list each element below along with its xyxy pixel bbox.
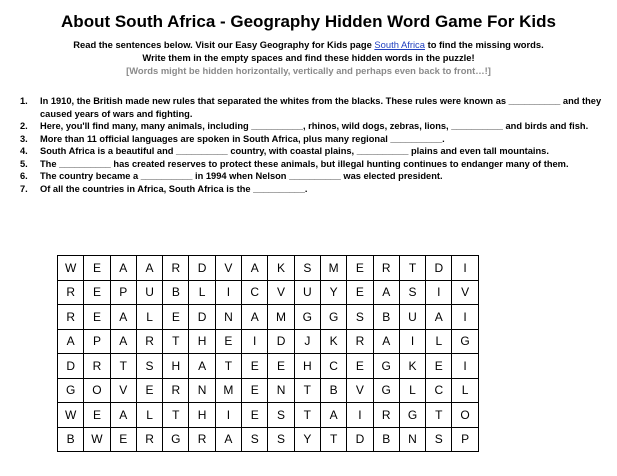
grid-cell: I [347, 403, 373, 428]
grid-cell: N [189, 378, 215, 403]
grid-cell: S [136, 354, 162, 379]
grid-cell: L [189, 280, 215, 305]
grid-cell: A [373, 280, 399, 305]
grid-row [58, 305, 479, 330]
grid-cell: U [294, 280, 320, 305]
question-item [20, 95, 605, 120]
question-number: 5. [20, 158, 28, 169]
grid-cell: S [242, 427, 268, 452]
grid-cell: W [58, 403, 84, 428]
grid-cell: T [163, 403, 189, 428]
grid-cell: A [58, 329, 84, 354]
grid-cell: W [84, 427, 110, 452]
question-item [20, 183, 605, 196]
grid-cell: A [373, 329, 399, 354]
grid-cell: P [84, 329, 110, 354]
grid-cell: I [399, 329, 425, 354]
grid-cell: H [294, 354, 320, 379]
grid-cell: P [452, 427, 478, 452]
grid-cell: D [268, 329, 294, 354]
grid-row [58, 329, 479, 354]
grid-cell: T [294, 378, 320, 403]
grid-cell: E [163, 305, 189, 330]
question-number: 7. [20, 183, 28, 194]
grid-cell: E [215, 329, 241, 354]
grid-cell: A [189, 354, 215, 379]
grid-cell: O [452, 403, 478, 428]
question-text: More than 11 official languages are spoken in South Africa, plus many regional __________. [40, 133, 445, 144]
grid-cell: N [268, 378, 294, 403]
grid-cell: E [84, 280, 110, 305]
grid-cell: M [215, 378, 241, 403]
grid-cell: S [268, 427, 294, 452]
grid-cell: V [347, 378, 373, 403]
grid-cell: D [189, 256, 215, 281]
grid-cell: E [426, 354, 452, 379]
grid-cell: H [189, 403, 215, 428]
grid-cell: I [215, 403, 241, 428]
question-number: 4. [20, 146, 28, 156]
grid-cell: I [452, 256, 478, 281]
grid-cell: M [268, 305, 294, 330]
grid-cell: K [320, 329, 346, 354]
grid-cell: S [347, 305, 373, 330]
grid-cell: R [163, 378, 189, 403]
grid-cell: R [58, 305, 84, 330]
grid-cell: G [373, 378, 399, 403]
grid-cell: L [136, 305, 162, 330]
grid-cell: I [452, 354, 478, 379]
south-africa-link[interactable]: South Africa [374, 39, 425, 50]
grid-cell: T [426, 403, 452, 428]
grid-cell: R [163, 256, 189, 281]
grid-cell: A [215, 427, 241, 452]
grid-cell: E [347, 280, 373, 305]
grid-cell: B [58, 427, 84, 452]
grid-row [58, 256, 479, 281]
grid-cell: A [242, 305, 268, 330]
grid-cell: C [426, 378, 452, 403]
grid-cell: I [426, 280, 452, 305]
question-text: The country became a __________ in 1994 when Nelson __________ was elected president. [40, 171, 443, 181]
grid-cell: R [136, 427, 162, 452]
grid-cell: J [294, 329, 320, 354]
grid-cell: D [189, 305, 215, 330]
grid-cell: V [452, 280, 478, 305]
grid-cell: R [136, 329, 162, 354]
grid-cell: E [347, 256, 373, 281]
grid-cell: R [84, 354, 110, 379]
grid-cell: A [320, 403, 346, 428]
grid-cell: A [426, 305, 452, 330]
grid-cell: R [189, 427, 215, 452]
grid-cell: E [110, 427, 136, 452]
question-text: In 1910, the British made new rules that separated the whites from the blacks. These rules were known as __________ and they caused years of wars and fighting. [40, 96, 602, 119]
question-item [20, 120, 605, 133]
grid-cell: G [373, 354, 399, 379]
question-number: 1. [20, 96, 28, 106]
instructions [0, 38, 617, 77]
grid-cell: B [373, 427, 399, 452]
grid-cell: Y [294, 427, 320, 452]
grid-cell: A [110, 329, 136, 354]
grid-cell: I [452, 305, 478, 330]
grid-cell: G [163, 427, 189, 452]
grid-cell: H [189, 329, 215, 354]
grid-cell: Y [320, 280, 346, 305]
grid-cell: D [58, 354, 84, 379]
grid-cell: A [110, 403, 136, 428]
grid-cell: E [242, 403, 268, 428]
grid-cell: L [136, 403, 162, 428]
question-text: The __________ has created reserves to protect these animals, but illegal hunting continues to endanger many of them. [40, 158, 569, 169]
grid-cell: R [58, 280, 84, 305]
grid-cell: I [242, 329, 268, 354]
grid-cell: R [347, 329, 373, 354]
grid-cell: G [294, 305, 320, 330]
grid-cell: L [452, 378, 478, 403]
grid-cell: C [242, 280, 268, 305]
grid-cell: I [215, 280, 241, 305]
grid-cell: L [399, 378, 425, 403]
grid-cell: R [373, 403, 399, 428]
grid-cell: S [399, 280, 425, 305]
grid-cell: S [294, 256, 320, 281]
grid-cell: E [136, 378, 162, 403]
grid-cell: S [268, 403, 294, 428]
grid-cell: B [373, 305, 399, 330]
grid-cell: G [399, 403, 425, 428]
page-title: About South Africa - Geography Hidden Word Game For Kids [61, 12, 556, 31]
grid-cell: T [320, 427, 346, 452]
grid-cell: E [84, 305, 110, 330]
grid-cell: E [242, 354, 268, 379]
grid-row [58, 354, 479, 379]
grid-cell: B [163, 280, 189, 305]
grid-cell: N [399, 427, 425, 452]
instructions-text-after-link: to find the missing words. [424, 39, 544, 50]
question-text: South Africa is a beautiful and __________ country, with coastal plains, __________ plains and even tall mountains. [40, 146, 549, 156]
grid-cell: G [320, 305, 346, 330]
grid-cell: T [163, 329, 189, 354]
grid-cell: A [110, 305, 136, 330]
grid-cell: V [110, 378, 136, 403]
grid-cell: T [294, 403, 320, 428]
grid-cell: M [320, 256, 346, 281]
grid-cell: N [215, 305, 241, 330]
grid-cell: W [58, 256, 84, 281]
word-search-grid [57, 255, 479, 452]
grid-cell: T [399, 256, 425, 281]
grid-cell: U [399, 305, 425, 330]
grid-cell: E [242, 378, 268, 403]
grid-cell: D [426, 256, 452, 281]
instructions-line-1 [0, 38, 617, 51]
grid-cell: K [268, 256, 294, 281]
grid-cell: V [215, 256, 241, 281]
grid-cell: T [215, 354, 241, 379]
grid-row [58, 403, 479, 428]
grid-cell: E [84, 403, 110, 428]
grid-cell: P [110, 280, 136, 305]
grid-row [58, 427, 479, 452]
grid-cell: A [242, 256, 268, 281]
grid-cell: L [426, 329, 452, 354]
grid-cell: V [268, 280, 294, 305]
question-number: 6. [20, 171, 28, 181]
grid-cell: B [320, 378, 346, 403]
grid-cell: G [452, 329, 478, 354]
grid-cell: T [110, 354, 136, 379]
grid-row [58, 378, 479, 403]
instructions-text-before-link: Read the sentences below. Visit our Easy Geography for Kids page [73, 39, 375, 50]
question-number: 3. [20, 133, 28, 144]
grid-cell: A [110, 256, 136, 281]
question-item [20, 133, 605, 146]
grid-cell: O [84, 378, 110, 403]
grid-cell: E [268, 354, 294, 379]
question-number: 2. [20, 121, 28, 131]
grid-cell: G [58, 378, 84, 403]
grid-cell: R [373, 256, 399, 281]
grid-cell: U [136, 280, 162, 305]
grid-cell: H [163, 354, 189, 379]
question-item [20, 145, 605, 158]
instructions-hint: [Words might be hidden horizontally, vertically and perhaps even back to front…!] [126, 65, 491, 76]
question-text: Of all the countries in Africa, South Africa is the __________. [40, 183, 308, 194]
instructions-line-2: Write them in the empty spaces and find these hidden words in the puzzle! [142, 52, 475, 63]
grid-cell: C [320, 354, 346, 379]
grid-cell: E [347, 354, 373, 379]
question-list [20, 95, 605, 195]
question-text: Here, you'll find many, many animals, including __________, rhinos, wild dogs, zebras, lions, __________ and birds and fish. [40, 121, 589, 131]
grid-cell: K [399, 354, 425, 379]
question-item [20, 170, 605, 183]
grid-row [58, 280, 479, 305]
grid-cell: D [347, 427, 373, 452]
question-item [20, 158, 605, 171]
grid-cell: E [84, 256, 110, 281]
grid-cell: A [136, 256, 162, 281]
grid-cell: S [426, 427, 452, 452]
